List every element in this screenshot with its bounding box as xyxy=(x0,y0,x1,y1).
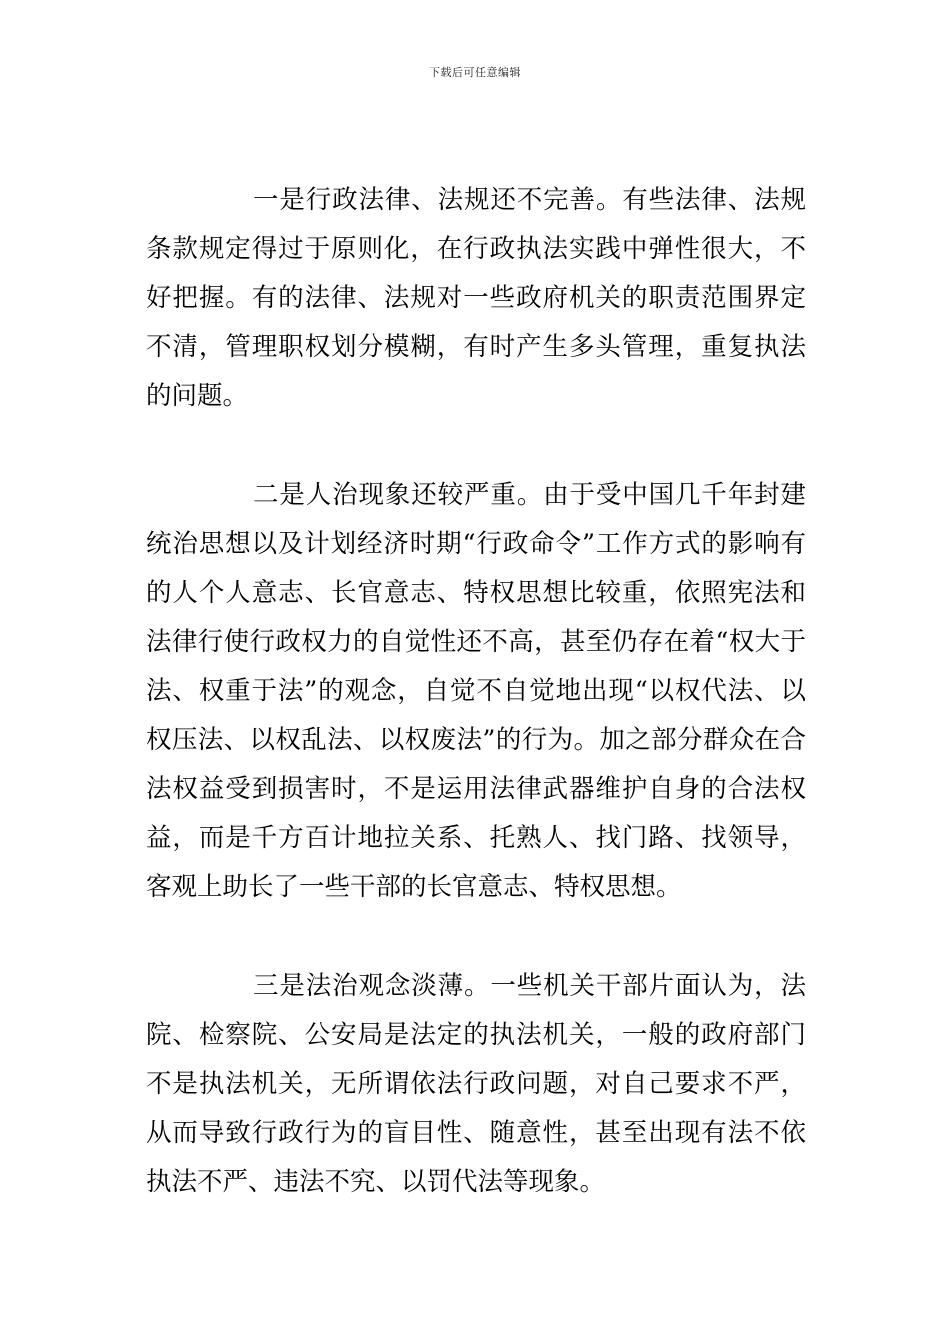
page-header: 下载后可任意编辑 xyxy=(429,66,521,79)
paragraph-3: 三是法治观念淡薄。一些机关干部片面认为，法院、检察院、公安局是法定的执法机关，一般的政府部门不是执法机关，无所谓依法行政问题，对自己要求不严，从而导致行政行为的盲目性、随意性，甚至出现有法不依执法不严、违法不究、以罚代法等现象。 xyxy=(146,971,806,1197)
document-body xyxy=(146,176,806,1207)
paragraph-1: 一是行政法律、法规还不完善。有些法律、法规条款规定得过于原则化，在行政执法实践中弹性很大，不好把握。有的法律、法规对一些政府机关的职责范围界定不清，管理职权划分模糊，有时产生多头管理，重复执法的问题。 xyxy=(146,185,806,411)
paragraph-2: 二是人治现象还较严重。由于受中国几千年封建统治思想以及计划经济时期“行政命令”工作方式的影响有的人个人意志、长官意志、特权思想比较重，依照宪法和法律行使行政权力的自觉性还不高，甚至仍存在着“权大于法、权重于法”的观念，自觉不自觉地出现“以权代法、以权压法、以权乱法、以权废法”的行为。加之部分群众在合法权益受到损害时，不是运用法律武器维护自身的合法权益，而是千方百计地拉关系、托熟人、找门路、找领导，客观上助长了一些干部的长官意志、特权思想。 xyxy=(146,480,806,902)
